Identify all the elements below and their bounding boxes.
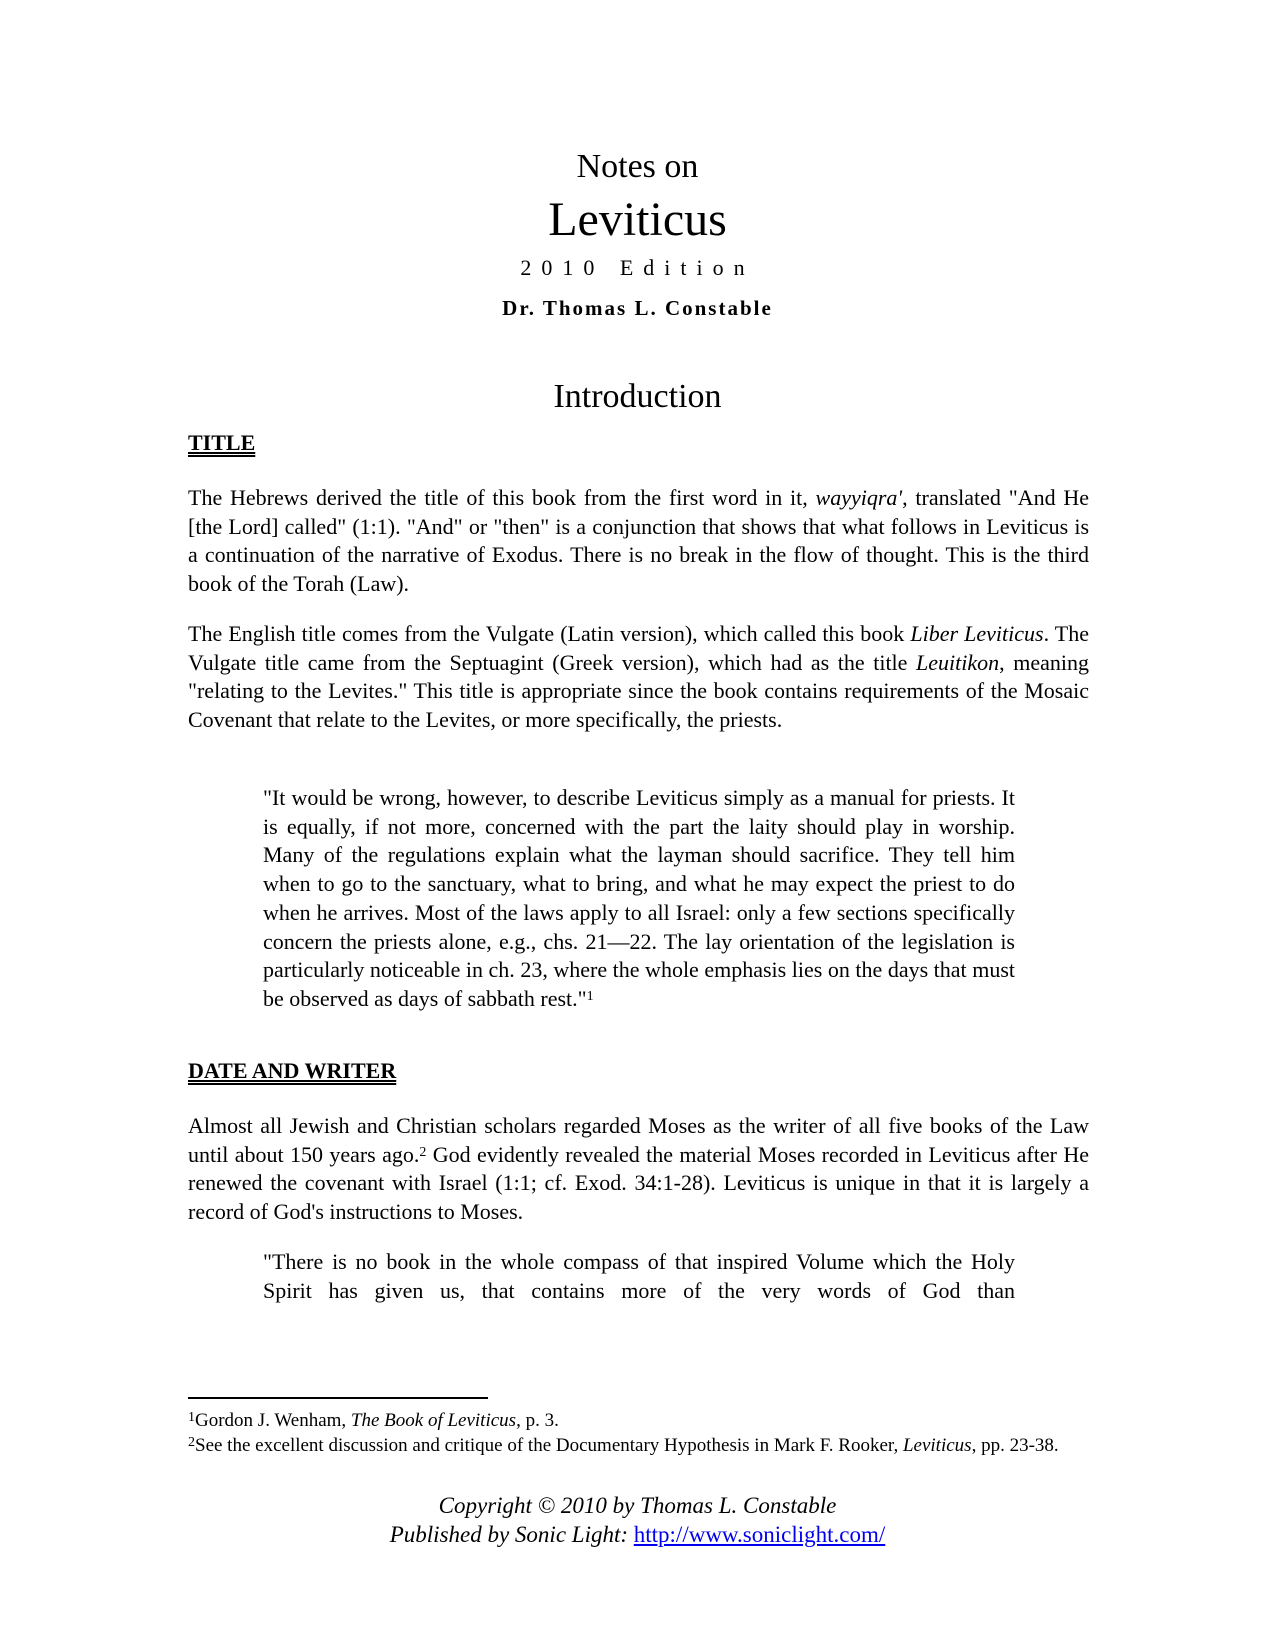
notes-on-label: Notes on — [576, 148, 699, 185]
footnote-1 — [188, 1408, 1089, 1433]
book-reference: The Book of Leviticus — [350, 1410, 517, 1431]
edition-label: 2010 Edition — [520, 255, 755, 280]
footnote-2 — [188, 1433, 1089, 1458]
block-quote-1 — [263, 784, 1015, 1014]
footnote-separator — [188, 1397, 488, 1399]
text-run: Almost all Jewish and Christian scholars regarded Moses as the writer of all five books of the Law until about 150 years ago. — [188, 1113, 1089, 1167]
greek-title: Leuitikon — [916, 649, 1000, 675]
copyright-line: Copyright © 2010 by Thomas L. Constable — [438, 1493, 837, 1518]
date-writer-heading: DATE AND WRITER — [188, 1058, 397, 1083]
section-title: Introduction — [553, 378, 722, 415]
text-run: The Hebrews derived the title of this book from the first word in it, — [188, 485, 816, 510]
hebrew-word: wayyiqra' — [815, 485, 903, 510]
latin-title: Liber Leviticus — [910, 621, 1044, 646]
book-title: Leviticus — [548, 193, 727, 246]
publisher-line — [0, 1521, 1275, 1549]
author-name: Dr. Thomas L. Constable — [502, 296, 773, 320]
footnote-number: 1 — [188, 1410, 195, 1425]
footnote-number: 2 — [188, 1435, 195, 1450]
text-run: , p. 3. — [516, 1410, 559, 1431]
text-run: , translated "And He [the Lord] called" (1:1). "And" or "then" is a conjunction that shows that what follows in Leviticus is a continuation of the narrative of Exodus. There is no break in the flow of thought. This is the third book of the Torah (Law). — [188, 485, 1090, 597]
quote-text: "It would be wrong, however, to describe Leviticus simply as a manual for priests. It is equally, if not more, concerned with the part the laity should play in worship. Many of the regulations explain what the layman should sacrifice. They tell him when to go to the sanctuary, what to bring, and what he may expect the priest to do when he arrives. Most of the laws apply to all Israel: only a few sections specifically concern the priests alone, e.g., chs. 21—22. The lay orientation of the legislation is particularly noticeable in ch. 23, where the whole emphasis lies on the days that must be observed as days of sabbath rest." — [263, 785, 1015, 1011]
text-run: The English title comes from the Vulgate (Latin version), which called this book — [188, 621, 911, 646]
footnote-ref-2[interactable]: 2 — [419, 1144, 427, 1160]
text-run: God evidently revealed the material Moses recorded in Leviticus after He renewed the covenant with Israel (1:1; cf. Exod. 34:1-28). Leviticus is unique in that it is largely a record of God's instructions to Moses. — [188, 1141, 1089, 1225]
block-quote-2: "There is no book in the whole compass of that inspired Volume which the Holy Spirit has given us, that contains more of the very words of God than — [263, 1249, 1015, 1303]
title-paragraph-2 — [188, 620, 1089, 735]
website-link[interactable]: http://www.soniclight.com/ — [633, 1522, 886, 1547]
book-reference: Leviticus — [902, 1435, 972, 1456]
publisher-label: Published by Sonic Light: — [389, 1522, 634, 1547]
text-run: , pp. 23-38. — [971, 1435, 1059, 1456]
footnote-ref-1[interactable]: 1 — [586, 988, 594, 1004]
title-heading: TITLE — [188, 430, 256, 455]
title-paragraph-1 — [188, 484, 1089, 599]
text-run: , meaning "relating to the Levites." This title is appropriate since the book contains requirements of the Mosaic Covenant that relate to the Levites, or more specifically, the priests. — [188, 649, 1089, 733]
date-paragraph-1 — [188, 1112, 1089, 1227]
text-run: Gordon J. Wenham, — [195, 1410, 351, 1431]
text-run: . The Vulgate title came from the Septuagint (Greek version), which had as the title — [188, 621, 1089, 675]
text-run: See the excellent discussion and critique of the Documentary Hypothesis in Mark F. Rooker, — [195, 1435, 903, 1456]
